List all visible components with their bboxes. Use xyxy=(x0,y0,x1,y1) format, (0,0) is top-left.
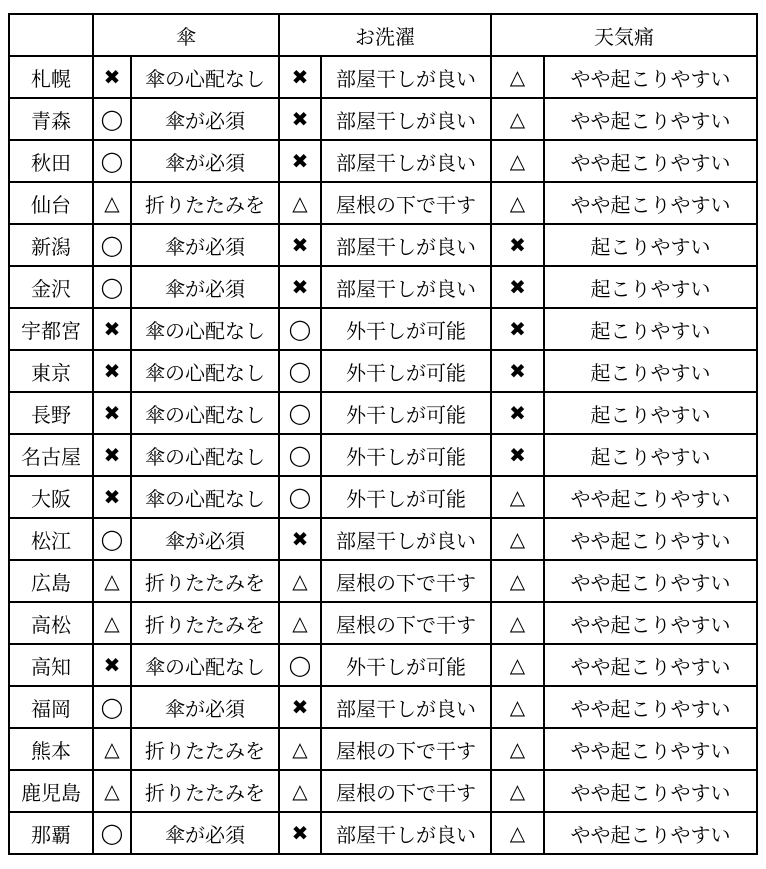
umbrella-advice: 傘の心配なし xyxy=(131,392,279,434)
weather-pain-advice: やや起こりやすい xyxy=(544,518,757,560)
laundry-symbol: ✖ xyxy=(279,56,321,98)
umbrella-symbol: ◯ xyxy=(93,266,131,308)
umbrella-symbol: ✖ xyxy=(93,434,131,476)
table-row xyxy=(9,770,757,812)
laundry-advice: 外干しが可能 xyxy=(321,350,491,392)
umbrella-symbol: ✖ xyxy=(93,308,131,350)
laundry-advice: 屋根の下で干す xyxy=(321,560,491,602)
weather-pain-advice: 起こりやすい xyxy=(544,434,757,476)
forecast-table-body xyxy=(9,56,757,854)
umbrella-advice: 傘の心配なし xyxy=(131,434,279,476)
table-row xyxy=(9,56,757,98)
umbrella-symbol: ◯ xyxy=(93,140,131,182)
umbrella-symbol: ◯ xyxy=(93,812,131,854)
laundry-symbol: ◯ xyxy=(279,644,321,686)
laundry-symbol: ◯ xyxy=(279,476,321,518)
weather-pain-symbol: △ xyxy=(491,182,544,224)
weather-pain-symbol: △ xyxy=(491,476,544,518)
weather-pain-advice: やや起こりやすい xyxy=(544,602,757,644)
table-row xyxy=(9,98,757,140)
umbrella-advice: 傘の心配なし xyxy=(131,308,279,350)
laundry-symbol: ◯ xyxy=(279,392,321,434)
umbrella-advice: 傘が必須 xyxy=(131,686,279,728)
weather-pain-advice: 起こりやすい xyxy=(544,350,757,392)
table-row xyxy=(9,308,757,350)
laundry-symbol: △ xyxy=(279,560,321,602)
laundry-advice: 屋根の下で干す xyxy=(321,728,491,770)
weather-pain-symbol: ✖ xyxy=(491,350,544,392)
laundry-symbol: ◯ xyxy=(279,434,321,476)
umbrella-symbol: △ xyxy=(93,728,131,770)
umbrella-advice: 折りたたみを xyxy=(131,770,279,812)
weather-pain-symbol: △ xyxy=(491,602,544,644)
header-corner-cell xyxy=(9,14,93,56)
city-name: 秋田 xyxy=(9,140,93,182)
table-row xyxy=(9,476,757,518)
weather-pain-symbol: △ xyxy=(491,728,544,770)
city-name: 仙台 xyxy=(9,182,93,224)
umbrella-symbol: ◯ xyxy=(93,224,131,266)
umbrella-advice: 傘の心配なし xyxy=(131,644,279,686)
weather-pain-symbol: ✖ xyxy=(491,392,544,434)
umbrella-symbol: ✖ xyxy=(93,644,131,686)
umbrella-advice: 折りたたみを xyxy=(131,602,279,644)
umbrella-advice: 傘の心配なし xyxy=(131,476,279,518)
laundry-symbol: ✖ xyxy=(279,266,321,308)
city-name: 大阪 xyxy=(9,476,93,518)
weather-pain-advice: 起こりやすい xyxy=(544,308,757,350)
weather-pain-advice: やや起こりやすい xyxy=(544,98,757,140)
weather-pain-symbol: △ xyxy=(491,56,544,98)
table-row xyxy=(9,812,757,854)
laundry-advice: 屋根の下で干す xyxy=(321,182,491,224)
umbrella-symbol: △ xyxy=(93,770,131,812)
city-name: 福岡 xyxy=(9,686,93,728)
weather-pain-advice: やや起こりやすい xyxy=(544,686,757,728)
weather-pain-advice: やや起こりやすい xyxy=(544,560,757,602)
laundry-advice: 部屋干しが良い xyxy=(321,266,491,308)
laundry-advice: 部屋干しが良い xyxy=(321,224,491,266)
city-name: 松江 xyxy=(9,518,93,560)
umbrella-advice: 傘の心配なし xyxy=(131,56,279,98)
laundry-advice: 外干しが可能 xyxy=(321,476,491,518)
laundry-advice: 外干しが可能 xyxy=(321,392,491,434)
umbrella-symbol: △ xyxy=(93,182,131,224)
umbrella-advice: 傘が必須 xyxy=(131,812,279,854)
weather-pain-advice: やや起こりやすい xyxy=(544,770,757,812)
weather-pain-advice: やや起こりやすい xyxy=(544,812,757,854)
forecast-table xyxy=(8,13,758,855)
weather-pain-symbol: ✖ xyxy=(491,224,544,266)
umbrella-advice: 折りたたみを xyxy=(131,728,279,770)
laundry-advice: 屋根の下で干す xyxy=(321,770,491,812)
umbrella-symbol: ✖ xyxy=(93,392,131,434)
umbrella-symbol: ✖ xyxy=(93,56,131,98)
laundry-symbol: △ xyxy=(279,602,321,644)
laundry-symbol: △ xyxy=(279,770,321,812)
city-name: 鹿児島 xyxy=(9,770,93,812)
laundry-symbol: ✖ xyxy=(279,98,321,140)
table-row xyxy=(9,434,757,476)
laundry-symbol: ✖ xyxy=(279,224,321,266)
weather-pain-advice: やや起こりやすい xyxy=(544,56,757,98)
weather-pain-symbol: △ xyxy=(491,98,544,140)
weather-pain-advice: 起こりやすい xyxy=(544,392,757,434)
umbrella-symbol: ◯ xyxy=(93,98,131,140)
table-row xyxy=(9,518,757,560)
weather-pain-symbol: ✖ xyxy=(491,308,544,350)
weather-pain-symbol: △ xyxy=(491,560,544,602)
city-name: 宇都宮 xyxy=(9,308,93,350)
city-name: 高知 xyxy=(9,644,93,686)
umbrella-advice: 傘が必須 xyxy=(131,140,279,182)
city-name: 広島 xyxy=(9,560,93,602)
umbrella-advice: 傘が必須 xyxy=(131,98,279,140)
weather-pain-symbol: △ xyxy=(491,812,544,854)
umbrella-advice: 傘が必須 xyxy=(131,518,279,560)
header-umbrella: 傘 xyxy=(93,14,279,56)
laundry-symbol: △ xyxy=(279,728,321,770)
weather-pain-advice: 起こりやすい xyxy=(544,224,757,266)
umbrella-symbol: △ xyxy=(93,602,131,644)
weather-pain-symbol: △ xyxy=(491,140,544,182)
laundry-symbol: ◯ xyxy=(279,308,321,350)
weather-pain-advice: やや起こりやすい xyxy=(544,140,757,182)
city-name: 那覇 xyxy=(9,812,93,854)
laundry-symbol: △ xyxy=(279,182,321,224)
table-row xyxy=(9,560,757,602)
laundry-symbol: ✖ xyxy=(279,686,321,728)
header-laundry: お洗濯 xyxy=(279,14,491,56)
umbrella-symbol: ✖ xyxy=(93,350,131,392)
header-weather-pain: 天気痛 xyxy=(491,14,757,56)
table-row xyxy=(9,602,757,644)
city-name: 青森 xyxy=(9,98,93,140)
weather-pain-symbol: △ xyxy=(491,686,544,728)
umbrella-symbol: ◯ xyxy=(93,686,131,728)
city-name: 札幌 xyxy=(9,56,93,98)
weather-pain-advice: 起こりやすい xyxy=(544,266,757,308)
weather-pain-advice: やや起こりやすい xyxy=(544,476,757,518)
table-row xyxy=(9,140,757,182)
table-row xyxy=(9,392,757,434)
laundry-advice: 部屋干しが良い xyxy=(321,812,491,854)
umbrella-symbol: ◯ xyxy=(93,518,131,560)
weather-pain-symbol: △ xyxy=(491,644,544,686)
laundry-advice: 部屋干しが良い xyxy=(321,686,491,728)
weather-pain-symbol: ✖ xyxy=(491,434,544,476)
laundry-advice: 部屋干しが良い xyxy=(321,98,491,140)
laundry-advice: 部屋干しが良い xyxy=(321,56,491,98)
umbrella-advice: 傘が必須 xyxy=(131,224,279,266)
city-name: 新潟 xyxy=(9,224,93,266)
umbrella-advice: 折りたたみを xyxy=(131,182,279,224)
laundry-advice: 部屋干しが良い xyxy=(321,140,491,182)
laundry-symbol: ✖ xyxy=(279,518,321,560)
table-row xyxy=(9,644,757,686)
weather-pain-symbol: ✖ xyxy=(491,266,544,308)
umbrella-symbol: △ xyxy=(93,560,131,602)
table-row xyxy=(9,182,757,224)
city-name: 長野 xyxy=(9,392,93,434)
laundry-symbol: ✖ xyxy=(279,140,321,182)
header-row xyxy=(9,14,757,56)
umbrella-advice: 折りたたみを xyxy=(131,560,279,602)
laundry-advice: 屋根の下で干す xyxy=(321,602,491,644)
table-row xyxy=(9,266,757,308)
city-name: 東京 xyxy=(9,350,93,392)
weather-pain-advice: やや起こりやすい xyxy=(544,728,757,770)
weather-pain-symbol: △ xyxy=(491,518,544,560)
city-name: 熊本 xyxy=(9,728,93,770)
laundry-advice: 外干しが可能 xyxy=(321,308,491,350)
table-row xyxy=(9,728,757,770)
umbrella-advice: 傘が必須 xyxy=(131,266,279,308)
city-name: 金沢 xyxy=(9,266,93,308)
city-name: 名古屋 xyxy=(9,434,93,476)
laundry-advice: 外干しが可能 xyxy=(321,434,491,476)
umbrella-advice: 傘の心配なし xyxy=(131,350,279,392)
table-row xyxy=(9,224,757,266)
weather-pain-advice: やや起こりやすい xyxy=(544,644,757,686)
weather-pain-symbol: △ xyxy=(491,770,544,812)
table-row xyxy=(9,686,757,728)
laundry-advice: 外干しが可能 xyxy=(321,644,491,686)
weather-pain-advice: やや起こりやすい xyxy=(544,182,757,224)
umbrella-symbol: ✖ xyxy=(93,476,131,518)
laundry-advice: 部屋干しが良い xyxy=(321,518,491,560)
laundry-symbol: ◯ xyxy=(279,350,321,392)
city-name: 高松 xyxy=(9,602,93,644)
table-row xyxy=(9,350,757,392)
laundry-symbol: ✖ xyxy=(279,812,321,854)
